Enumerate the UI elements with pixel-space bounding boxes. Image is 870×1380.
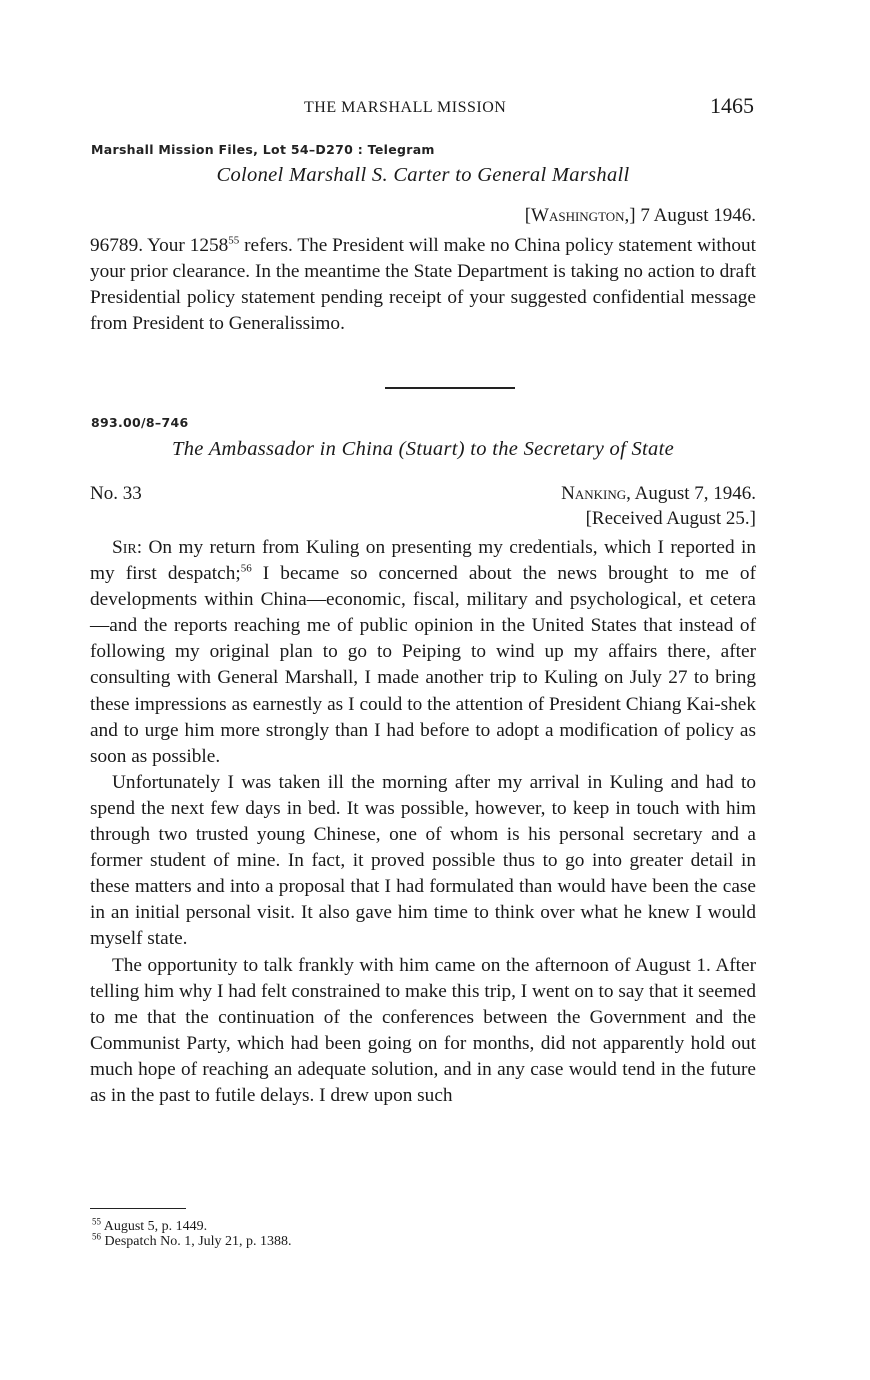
footnote-text: Despatch No. 1, July 21, p. 1388. (104, 1234, 292, 1249)
despatch-body (90, 535, 756, 1109)
despatch-paragraph-2: Unfortunately I was taken ill the morning after my arrival in Kuling and had to spend the next few days in bed. It was possible, however, to keep in touch with him through two trusted young Chinese, one of whom is his personal secretary and a former student of mine. In fact, it proved possible thus to go into greater detail in these matters and into a proposal that I had formulated than would have been the case in an initial personal visit. It also gave him time to think over what he knew I would myself state. (90, 771, 756, 950)
despatch-header-row (90, 483, 756, 505)
telegram-title: Colonel Marshall S. Carter to General Marshall (216, 164, 630, 186)
page-number: 1465 (710, 93, 754, 118)
despatch-p1-rest: I became so concerned about the news brought to me of developments within China—economic, fiscal, military and psychological, et cetera—and the reports reaching me of public opinion in the United States that instead of following my original plan to go to Peiping to wind up my affairs there, after consulting with General Marshall, I made another trip to Kuling on July 27 to bring these impressions as earnestly as I could to the attention of President Chiang Kai-shek and to urge him more strongly than I had before to adopt a modification of policy as soon as possible. (90, 563, 756, 767)
despatch-dateline-place: Nanking, (561, 483, 631, 504)
footnote-divider (90, 1208, 186, 1209)
telegram-text-start: 96789. Your 1258 (90, 235, 229, 256)
salutation: Sir (112, 537, 137, 558)
footnote (92, 1231, 752, 1249)
telegram-dateline-date: 7 August 1946. (640, 205, 756, 226)
telegram-text-rest: refers. The President will make no China policy statement without your prior clearance. In the meantime the State Department is taking no action to draft Presidential policy statement pending receipt of your suggested confidential message from President to Generalissimo. (90, 235, 756, 335)
despatch-title: The Ambassador in China (Stuart) to the Secretary of State (172, 438, 674, 460)
telegram-dateline (90, 205, 756, 227)
despatch-paragraph-1 (90, 535, 756, 770)
footnote (92, 1216, 752, 1234)
footnote-mark: 55 (92, 1216, 101, 1227)
despatch-paragraph-3: The opportunity to talk frankly with him came on the afternoon of August 1. After telling him why I had felt constrained to make this trip, I went on to say that it seemed to me that the continuation of the conferences between the Government and the Communist Party, which had been going on for months, did not apparently hold out much hope of reaching an adequate solution, and in any case would tend in the future as in the past to futile delays. I drew upon such (90, 954, 756, 1106)
despatch-p1-start: : On my return from Kuling on presenting my credentials, which I reported in my first despatch; (90, 537, 756, 585)
telegram-dateline-place: [Washington,] (524, 205, 636, 226)
footnote-ref-56: 56 (240, 562, 252, 575)
despatch-number: No. 33 (90, 483, 142, 504)
telegram-source-line: Marshall Mission Files, Lot 54–D270 : Telegram (91, 142, 435, 157)
despatch-received: [Received August 25.] (585, 508, 756, 529)
running-head (90, 93, 756, 123)
running-title: THE MARSHALL MISSION (304, 99, 507, 116)
footnote-mark: 56 (92, 1231, 101, 1242)
footnotes (92, 1216, 752, 1249)
telegram-body (90, 233, 756, 337)
footnote-ref-55: 55 (228, 234, 240, 247)
despatch-file-number: 893.00/8–746 (91, 415, 189, 430)
despatch-dateline (561, 483, 756, 505)
footnote-text: August 5, p. 1449. (103, 1219, 208, 1234)
section-divider (385, 387, 515, 389)
despatch-dateline-date: August 7, 1946. (634, 483, 756, 504)
